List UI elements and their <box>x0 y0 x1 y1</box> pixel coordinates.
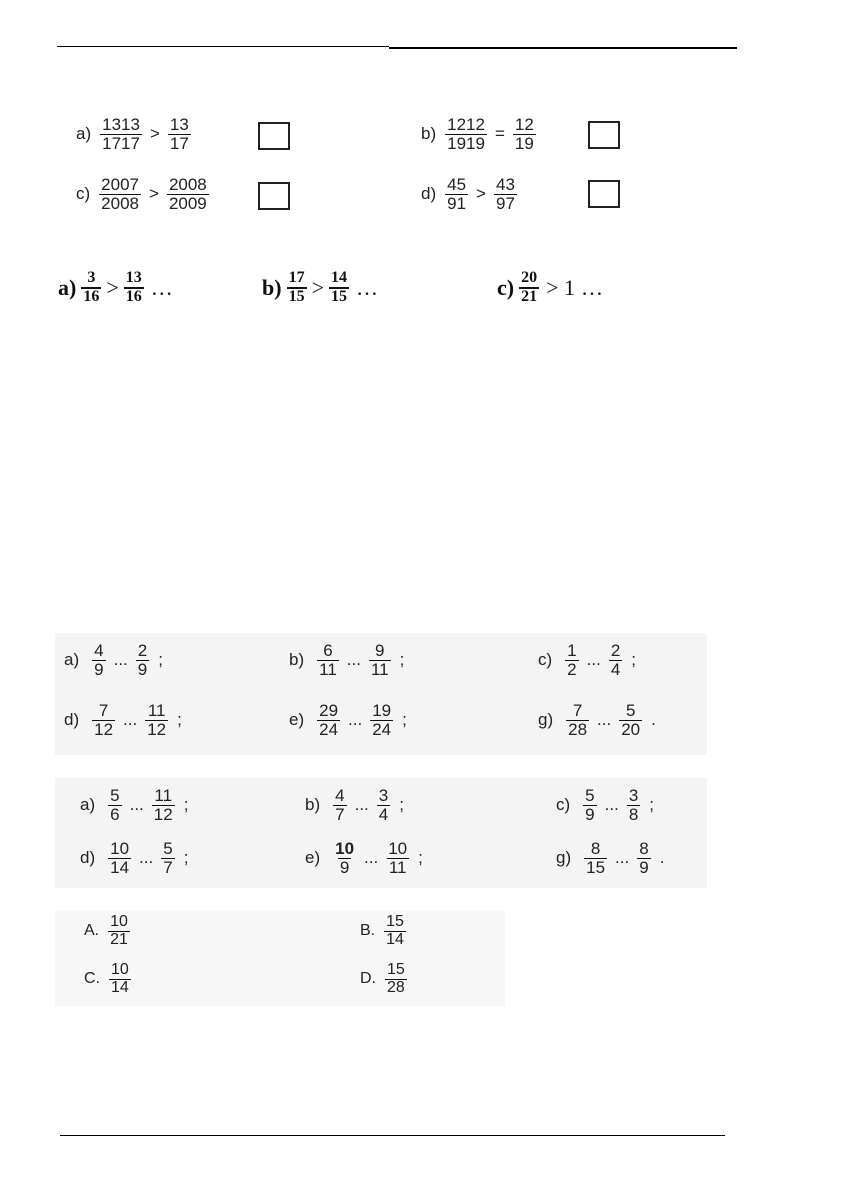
numerator: 2 <box>137 641 148 660</box>
numerator: 7 <box>98 701 109 720</box>
numerator: 10 <box>388 839 408 858</box>
item-label: e) <box>305 848 321 868</box>
numerator: 15 <box>387 961 405 978</box>
fraction <box>333 787 346 824</box>
separator: ; <box>183 848 189 868</box>
operator: > <box>149 184 159 204</box>
numerator: 11 <box>147 701 166 720</box>
fraction <box>287 270 307 306</box>
footer-rule <box>60 1135 725 1136</box>
operator: > 1 <box>546 274 576 300</box>
operator: > <box>149 124 160 144</box>
fraction <box>99 176 141 213</box>
numerator: 2008 <box>168 175 207 194</box>
numerator: 11 <box>154 786 173 805</box>
item-label: b) <box>289 650 305 670</box>
denominator: 16 <box>125 287 142 305</box>
choice-c[interactable] <box>84 962 134 997</box>
numerator: 5 <box>110 786 120 805</box>
denominator: 15 <box>288 287 305 305</box>
fraction <box>584 840 607 877</box>
fraction <box>124 270 144 306</box>
comparison-dots: ... <box>615 848 630 868</box>
fraction <box>167 176 209 213</box>
denominator: 12 <box>153 804 173 824</box>
comparison-dots: ... <box>586 650 601 670</box>
fraction <box>108 787 121 824</box>
fraction <box>317 702 340 739</box>
numerator: 10 <box>335 839 355 858</box>
numerator: 29 <box>319 701 339 720</box>
separator: ; <box>631 650 637 670</box>
answer-checkbox-b[interactable] <box>588 121 620 149</box>
ex4-item-b <box>305 787 404 824</box>
denominator: 97 <box>495 193 515 213</box>
numerator: 2 <box>610 641 621 660</box>
ex3-item-e <box>289 702 407 739</box>
fraction <box>92 642 105 679</box>
ex2-item-a <box>58 270 173 306</box>
fraction <box>109 962 131 997</box>
separator: ; <box>183 795 189 815</box>
item-label: d) <box>64 710 80 730</box>
comparison-dots: ... <box>597 710 612 730</box>
item-label: g) <box>556 848 572 868</box>
numerator: 10 <box>111 961 129 978</box>
numerator: 8 <box>590 839 601 858</box>
numerator: 15 <box>386 913 404 930</box>
item-label: d) <box>80 848 96 868</box>
comparison-dots: ... <box>364 848 379 868</box>
denominator: 14 <box>111 978 129 996</box>
numerator: 10 <box>110 839 130 858</box>
numerator: 4 <box>335 786 345 805</box>
denominator: 14 <box>110 857 130 877</box>
fraction <box>627 787 640 824</box>
numerator: 5 <box>163 839 173 858</box>
item-label: b) <box>421 124 437 144</box>
ex4-item-d <box>80 840 188 877</box>
numerator: 5 <box>585 786 595 805</box>
numerator: 6 <box>323 641 333 660</box>
comparison-dots: ... <box>113 650 128 670</box>
item-label: a) <box>64 650 80 670</box>
numerator: 5 <box>625 701 636 720</box>
denominator: 11 <box>370 659 389 679</box>
denominator: 21 <box>110 930 128 948</box>
fraction <box>329 270 349 306</box>
answer-checkbox-d[interactable] <box>588 180 620 208</box>
denominator: 24 <box>319 719 339 739</box>
fraction <box>108 840 131 877</box>
operator: > <box>311 274 324 300</box>
denominator: 12 <box>94 719 114 739</box>
numerator: 1 <box>567 641 577 660</box>
fraction <box>566 702 589 739</box>
ex4-item-g <box>556 840 664 877</box>
fraction <box>136 642 149 679</box>
separator: ; <box>399 650 405 670</box>
denominator: 21 <box>521 287 538 305</box>
item-label: a) <box>76 124 92 144</box>
comparison-dots: ... <box>123 710 138 730</box>
ex1-item-c <box>76 176 212 213</box>
fraction <box>445 176 468 213</box>
denominator: 19 <box>514 133 534 153</box>
choice-label: D. <box>360 970 376 988</box>
denominator: 1919 <box>447 133 485 153</box>
denominator: 11 <box>388 857 407 877</box>
denominator: 20 <box>621 719 641 739</box>
denominator: 14 <box>386 930 404 948</box>
item-label: b) <box>262 274 282 300</box>
denominator: 28 <box>387 978 405 996</box>
choice-b[interactable] <box>360 914 409 949</box>
numerator: 13 <box>125 269 142 286</box>
item-label: b) <box>305 795 321 815</box>
numerator: 4 <box>94 641 104 660</box>
denominator: 16 <box>83 287 100 305</box>
denominator: 15 <box>330 287 347 305</box>
fraction <box>565 642 578 679</box>
comparison-dots: ... <box>604 795 619 815</box>
ex1-item-b <box>421 116 539 153</box>
ellipsis: … <box>581 274 604 300</box>
ex1-item-d <box>421 176 520 213</box>
denominator: 4 <box>378 804 389 824</box>
separator: . <box>659 848 665 868</box>
ex1-item-a <box>76 116 194 153</box>
ex3-item-c <box>538 642 636 679</box>
item-label: a) <box>58 274 77 300</box>
comparison-dots: ... <box>348 710 363 730</box>
operator: = <box>494 124 505 144</box>
ex3-item-g <box>538 702 656 739</box>
denominator: 11 <box>319 659 337 679</box>
denominator: 12 <box>147 719 167 739</box>
operator: > <box>106 274 119 300</box>
numerator: 3 <box>87 269 96 286</box>
fraction <box>92 702 115 739</box>
denominator: 24 <box>372 719 392 739</box>
denominator: 9 <box>585 804 595 824</box>
separator: ; <box>418 848 423 868</box>
choice-label: B. <box>360 922 376 940</box>
item-label: c) <box>538 650 553 670</box>
choice-d[interactable] <box>360 962 410 997</box>
item-label: c) <box>76 184 91 204</box>
ex2-item-b <box>262 270 378 306</box>
fraction <box>385 962 407 997</box>
numerator: 12 <box>514 115 534 134</box>
fraction <box>637 840 650 877</box>
separator: . <box>651 710 656 730</box>
separator: ; <box>402 710 407 730</box>
denominator: 6 <box>110 804 120 824</box>
item-label: g) <box>538 710 554 730</box>
denominator: 9 <box>339 857 350 877</box>
fraction <box>108 914 130 949</box>
ex4-item-a <box>80 787 188 824</box>
fraction <box>377 787 390 824</box>
numerator: 43 <box>495 175 515 194</box>
denominator: 28 <box>568 719 588 739</box>
comparison-dots: ... <box>354 795 369 815</box>
header-rule-right <box>389 47 737 49</box>
numerator: 1212 <box>447 115 485 134</box>
comparison-dots: ... <box>129 795 144 815</box>
answer-checkbox-a[interactable] <box>258 122 290 150</box>
fraction <box>145 702 168 739</box>
separator: ; <box>399 795 404 815</box>
ellipsis: … <box>355 274 378 300</box>
fraction <box>317 642 339 679</box>
denominator: 1717 <box>102 133 140 153</box>
answer-checkbox-c[interactable] <box>258 182 290 210</box>
ex3-item-b <box>289 642 404 679</box>
fraction <box>519 270 539 306</box>
numerator: 13 <box>169 115 189 134</box>
denominator: 9 <box>639 857 649 877</box>
separator: ; <box>649 795 655 815</box>
fraction <box>100 116 142 153</box>
fraction <box>333 840 356 877</box>
choice-label: C. <box>84 970 100 988</box>
comparison-dots: ... <box>139 848 154 868</box>
fraction <box>81 270 101 306</box>
fraction <box>513 116 536 153</box>
fraction <box>609 642 622 679</box>
item-label: d) <box>421 184 437 204</box>
fraction <box>619 702 642 739</box>
numerator: 45 <box>447 175 467 194</box>
denominator: 2009 <box>168 193 207 213</box>
denominator: 7 <box>335 804 345 824</box>
item-label: c) <box>556 795 571 815</box>
fraction <box>152 787 175 824</box>
denominator: 17 <box>169 133 189 153</box>
item-label: a) <box>80 795 96 815</box>
ex4-item-c <box>556 787 654 824</box>
fraction <box>386 840 409 877</box>
fraction <box>168 116 191 153</box>
numerator: 9 <box>375 641 385 660</box>
ex4-item-e <box>305 840 423 877</box>
denominator: 2008 <box>101 193 139 213</box>
choice-label: A. <box>84 922 100 940</box>
denominator: 9 <box>137 659 148 679</box>
comparison-dots: ... <box>346 650 361 670</box>
numerator: 20 <box>521 269 538 286</box>
numerator: 1313 <box>102 115 140 134</box>
denominator: 15 <box>586 857 606 877</box>
denominator: 9 <box>94 659 104 679</box>
fraction <box>494 176 517 213</box>
fraction <box>370 702 393 739</box>
fraction <box>369 642 391 679</box>
denominator: 91 <box>447 193 467 213</box>
separator: ; <box>177 710 182 730</box>
separator: ; <box>158 650 163 670</box>
item-label: e) <box>289 710 305 730</box>
ellipsis: … <box>150 274 173 300</box>
fraction <box>583 787 596 824</box>
fraction <box>384 914 406 949</box>
item-label: c) <box>497 274 515 300</box>
numerator: 2007 <box>101 175 139 194</box>
header-rule-left <box>57 46 389 47</box>
denominator: 7 <box>163 857 173 877</box>
ex2-item-c <box>497 270 603 306</box>
choice-a[interactable] <box>84 914 133 949</box>
denominator: 8 <box>628 804 639 824</box>
numerator: 10 <box>110 913 128 930</box>
denominator: 4 <box>610 659 621 679</box>
numerator: 7 <box>572 701 583 720</box>
numerator: 17 <box>288 269 305 286</box>
ex3-item-a <box>64 642 163 679</box>
fraction <box>445 116 487 153</box>
numerator: 19 <box>372 701 392 720</box>
fraction <box>161 840 174 877</box>
denominator: 2 <box>567 659 577 679</box>
numerator: 3 <box>628 786 639 805</box>
ex3-item-d <box>64 702 182 739</box>
numerator: 14 <box>330 269 347 286</box>
operator: > <box>476 184 486 204</box>
numerator: 3 <box>378 786 389 805</box>
numerator: 8 <box>639 839 649 858</box>
